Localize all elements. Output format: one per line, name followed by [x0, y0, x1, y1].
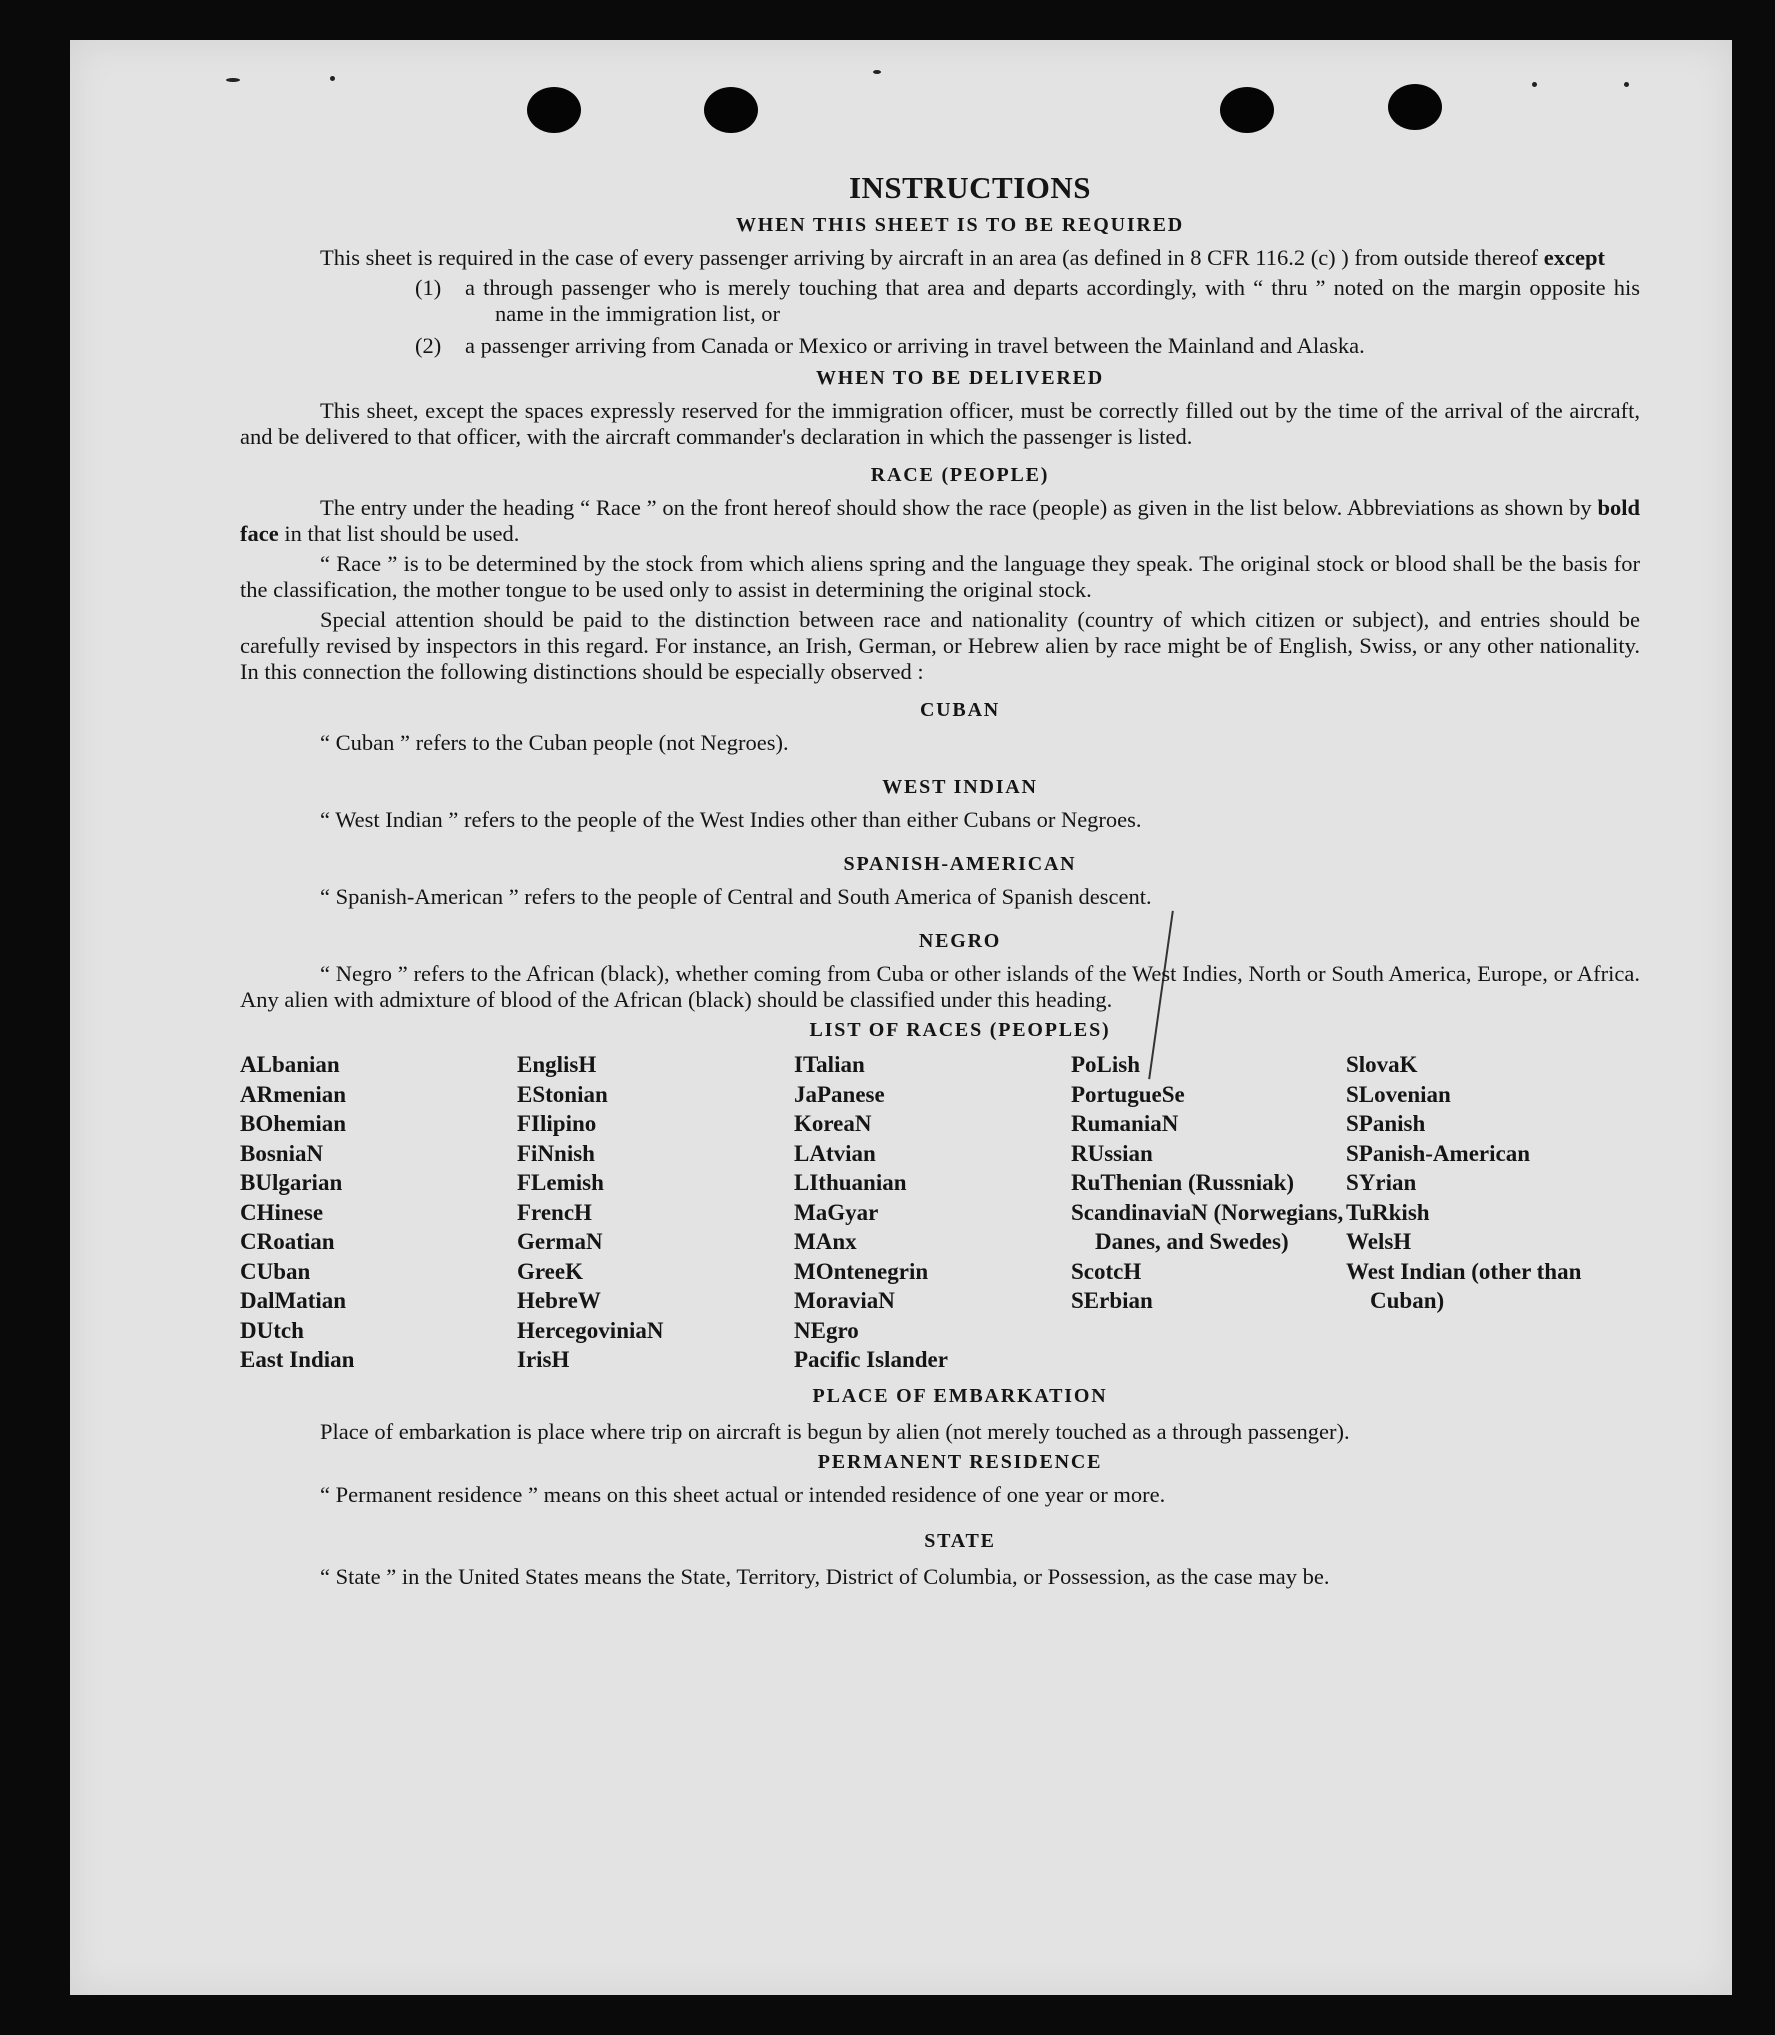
heading-cuban: CUBAN: [919, 699, 1001, 721]
paragraph-residence: “ Permanent residence ” means on this sheet actual or intended residence of one year or more.: [320, 1481, 1166, 1507]
race-item: West Indian (other than Cuban): [1346, 1258, 1582, 1313]
races-column-2: [517, 1050, 794, 1375]
paragraph-race-1: [240, 495, 1640, 547]
race-p1-before: The entry under the heading “ Race ” on the front hereof should show the race (people) as given in the list below. Abbreviations as shown by: [320, 495, 1592, 520]
paragraph-when-required: [240, 245, 1640, 271]
race-item: ScotcH: [1071, 1258, 1142, 1284]
race-item: FLemish: [517, 1170, 604, 1195]
race-item: PortugueSe: [1071, 1081, 1185, 1107]
race-item: RUssian: [1071, 1140, 1153, 1166]
race-item: LIthuanian: [794, 1170, 907, 1195]
race-item: GermaN: [517, 1229, 603, 1254]
when-required-intro: This sheet is required in the case of every passenger arriving by aircraft in an area (as defined in 8 CFR 116.2 (c) ) from outside thereof: [320, 245, 1539, 270]
instructions-content: [240, 170, 1640, 1593]
heading-race: RACE (PEOPLE): [870, 464, 1050, 486]
race-item: SPanish: [1346, 1111, 1426, 1136]
race-item: TuRkish: [1346, 1199, 1430, 1225]
race-item: BOhemian: [240, 1111, 347, 1136]
race-item: FrencH: [517, 1199, 592, 1225]
punch-hole: [527, 87, 581, 133]
heading-list-of-races: LIST OF RACES (PEOPLES): [809, 1019, 1111, 1041]
race-item: KoreaN: [794, 1111, 872, 1136]
race-item: East Indian: [240, 1347, 355, 1372]
scan-speck: [1624, 82, 1629, 87]
race-item: SErbian: [1071, 1288, 1153, 1313]
exception-number: (2): [415, 333, 442, 358]
races-column-3: [794, 1050, 1071, 1375]
punch-hole: [1220, 87, 1274, 133]
scan-speck: [1532, 82, 1537, 87]
scan-speck: [226, 78, 240, 82]
race-item: NEgro: [794, 1317, 859, 1343]
paragraph-negro: “ Negro ” refers to the African (black), whether coming from Cuba or other islands of the West Indies, North or South America, Europe, or Africa. Any alien with admixture of blood of the African (black) should be classified under this heading.: [240, 961, 1640, 1012]
exception-item-2: [415, 333, 1640, 359]
exception-item-1: [415, 275, 1640, 327]
bold-face-text: bold face: [240, 495, 1640, 546]
paragraph-state: “ State ” in the United States means the State, Territory, District of Columbia, or Possession, as the case may be.: [320, 1563, 1330, 1589]
heading-negro: NEGRO: [918, 930, 1002, 952]
scan-speck: [330, 76, 335, 81]
race-item: EStonian: [517, 1081, 608, 1107]
race-item: LAtvian: [794, 1140, 876, 1166]
race-item: DUtch: [240, 1317, 304, 1343]
race-item: HebreW: [517, 1288, 601, 1313]
page-title: INSTRUCTIONS: [848, 170, 1091, 205]
paragraph-west-indian: “ West Indian ” refers to the people of the West Indies other than either Cubans or Negroes.: [320, 807, 1142, 832]
race-item: EnglisH: [517, 1052, 597, 1077]
races-list: [240, 1050, 1640, 1375]
race-item: CUban: [240, 1258, 311, 1284]
race-item: RuThenian (Russniak): [1071, 1170, 1295, 1195]
race-item: SPanish-American: [1346, 1140, 1530, 1166]
scan-speck: [873, 70, 881, 74]
races-column-4: [1071, 1050, 1346, 1375]
races-column-5: [1346, 1050, 1596, 1375]
race-item: BosniaN: [240, 1140, 324, 1166]
race-item: Pacific Islander: [794, 1347, 948, 1372]
race-item: JaPanese: [794, 1081, 885, 1107]
paragraph-embarkation: Place of embarkation is place where trip on aircraft is begun by alien (not merely touched as a through passenger).: [320, 1418, 1350, 1444]
race-item: ScandinaviaN (Norwegians, Danes, and Swedes): [1071, 1199, 1344, 1254]
paragraph-spanish-american: “ Spanish-American ” refers to the people of Central and South America of Spanish descent.: [320, 884, 1152, 909]
race-item: ARmenian: [240, 1081, 347, 1107]
document-page: [70, 40, 1732, 1995]
race-item: RumaniaN: [1071, 1111, 1179, 1136]
heading-when-delivered: WHEN TO BE DELIVERED: [815, 367, 1105, 389]
exception-text: a through passenger who is merely touching that area and departs accordingly, with “ thru ” noted on the margin opposite his name in the immigration list, or: [465, 275, 1640, 326]
exception-number: (1): [415, 275, 442, 300]
heading-embarkation: PLACE OF EMBARKATION: [812, 1384, 1108, 1407]
heading-state: STATE: [924, 1529, 996, 1552]
race-item: SlovaK: [1346, 1052, 1418, 1077]
heading-when-required: WHEN THIS SHEET IS TO BE REQUIRED: [735, 214, 1185, 236]
race-item: FiNnish: [517, 1140, 595, 1166]
paragraph-race-3: Special attention should be paid to the distinction between race and nationality (country of which citizen or subject), and entries should be carefully revised by inspectors in this regard. For instance, an Irish, German, or Hebrew alien by race might be of English, Swiss, or any other nationality. In this connection the following distinctions should be especially observed :: [240, 607, 1640, 684]
race-item: MoraviaN: [794, 1288, 895, 1313]
races-column-1: [240, 1050, 517, 1375]
race-item: GreeK: [517, 1258, 583, 1284]
exception-text: a passenger arriving from Canada or Mexico or arriving in travel between the Mainland and Alaska.: [465, 333, 1365, 358]
race-p1-after: in that list should be used.: [284, 521, 520, 546]
race-item: SYrian: [1346, 1170, 1417, 1195]
heading-spanish-american: SPANISH-AMERICAN: [843, 853, 1077, 875]
race-item: CRoatian: [240, 1229, 335, 1254]
race-item: CHinese: [240, 1199, 324, 1225]
punch-hole: [704, 87, 758, 133]
paragraph-race-2: “ Race ” is to be determined by the stock from which aliens spring and the language they speak. The original stock or blood shall be the basis for the classification, the mother tongue to be used only to assist in determining the original stock.: [240, 551, 1640, 602]
race-item: HercegoviniaN: [517, 1317, 664, 1343]
race-item: MaGyar: [794, 1199, 879, 1225]
heading-west-indian: WEST INDIAN: [882, 776, 1038, 798]
race-item: MOntenegrin: [794, 1258, 929, 1284]
except-bold: except: [1543, 245, 1605, 270]
race-item: WelsH: [1346, 1229, 1412, 1254]
paragraph-when-delivered: This sheet, except the spaces expressly reserved for the immigration officer, must be correctly filled out by the time of the arrival of the aircraft, and be delivered to that officer, with the aircraft commander's declaration in which the passenger is listed.: [240, 398, 1640, 449]
paragraph-cuban: “ Cuban ” refers to the Cuban people (not Negroes).: [320, 730, 789, 755]
race-item: MAnx: [794, 1229, 857, 1254]
heading-residence: PERMANENT RESIDENCE: [817, 1450, 1103, 1473]
race-item: DalMatian: [240, 1288, 347, 1313]
race-item: FIlipino: [517, 1111, 597, 1136]
race-item: SLovenian: [1346, 1081, 1451, 1107]
race-item: PoLish: [1071, 1052, 1141, 1077]
race-item: ITalian: [794, 1052, 865, 1077]
race-item: IrisH: [517, 1347, 570, 1372]
race-item: ALbanian: [240, 1052, 340, 1077]
punch-hole: [1388, 84, 1442, 130]
race-item: BUlgarian: [240, 1170, 343, 1195]
